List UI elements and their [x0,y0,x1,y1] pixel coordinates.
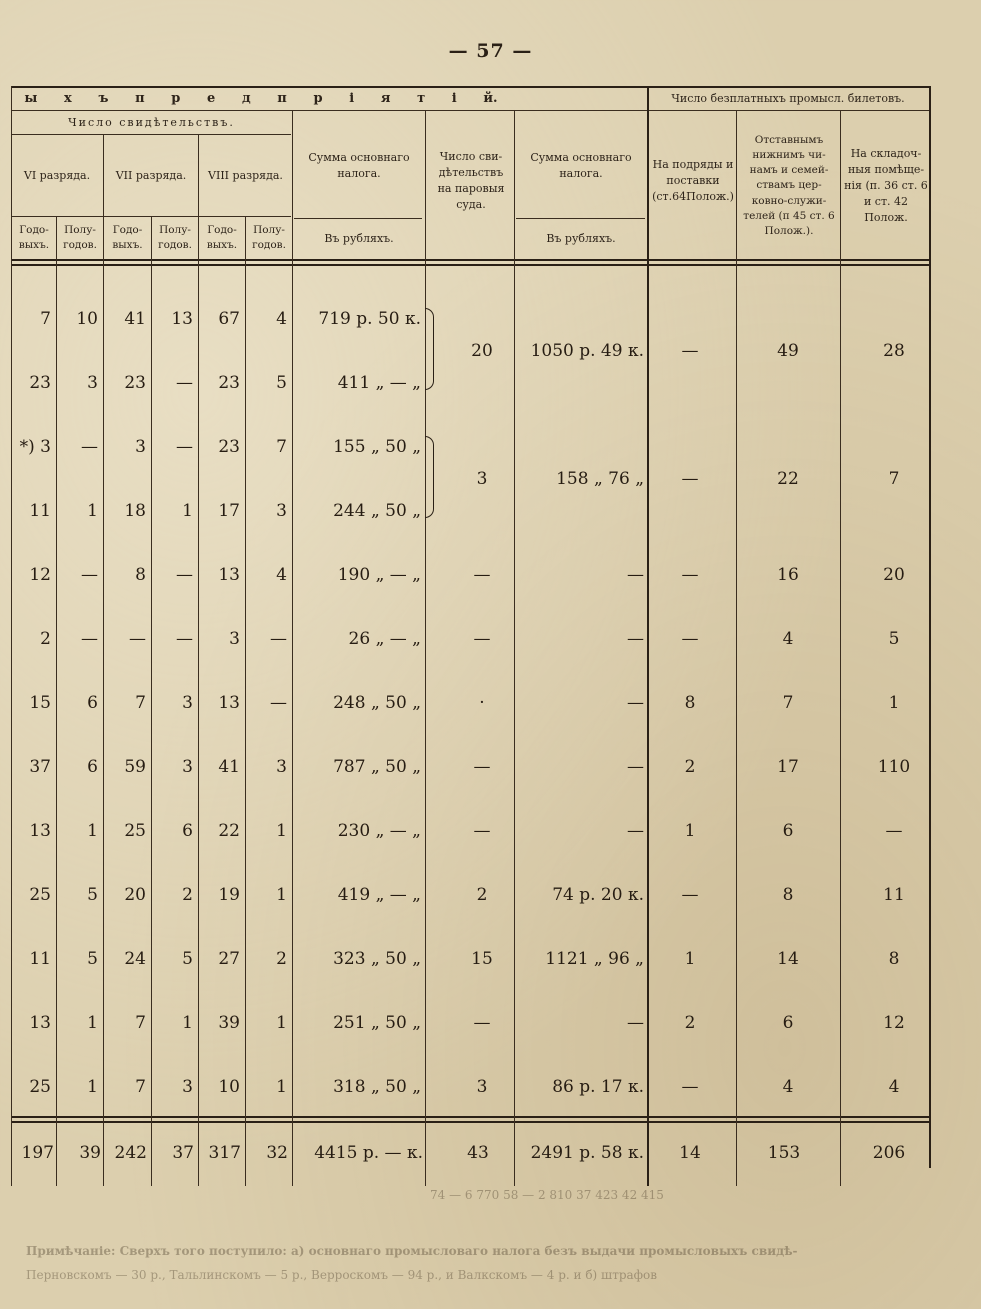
grade6-header: VI разряда. [23,169,91,183]
table-cell: 24 [124,949,146,969]
table-cell: 10 [76,309,98,329]
table-cell: 15 [29,693,51,713]
table-cell-steam: — [473,565,491,585]
in-rubles-header: Въ рубляхъ. [324,232,394,246]
statistics-table [11,86,929,1168]
table-cell-steam: — [473,629,491,649]
table-cell-contracts: — [681,629,699,649]
table-cell-warehouse: 5 [888,629,900,649]
table-cell-tax: 251 „ 50 „ [333,1013,421,1033]
table-cell-steam: 2 [476,885,488,905]
table-cell-contracts: — [681,885,699,905]
table-cell-contracts: 1 [684,821,696,841]
free-tickets-title: Число безплатныхъ промысл. билетовъ. [671,92,905,106]
table-cell: 3 [229,629,240,649]
table-cell: 1 [87,501,98,521]
table-cell-steam: 3 [476,1077,488,1097]
table-cell: 3 [182,757,193,777]
table-cell-warehouse: 11 [883,885,905,905]
table-cell: 41 [124,309,146,329]
table-cell: 1 [87,1013,98,1033]
total-cell: 317 [208,1143,241,1163]
table-cell-tax: — [627,1013,644,1033]
table-cell-warehouse: 12 [883,1013,905,1033]
total-cell: 2491 р. 58 к. [530,1143,644,1163]
v4 [198,134,199,1186]
table-cell-steam: 3 [476,469,488,489]
table-cell: 23 [29,373,51,393]
table-cell: 5 [182,949,193,969]
table-cell: 2 [182,885,193,905]
table-cell-contracts: — [681,565,699,585]
v6 [292,110,293,1186]
total-cell: 4415 р. — к. [314,1143,423,1163]
total-cell: 197 [21,1143,54,1163]
table-cell-warehouse: 4 [888,1077,900,1097]
table-cell: 7 [135,693,146,713]
table-cell: 3 [87,373,98,393]
table-cell-steam: — [473,757,491,777]
table-cell: 1 [276,885,287,905]
table-cell-warehouse: 8 [888,949,900,969]
table-cell-tax: 323 „ 50 „ [333,949,421,969]
table-cell-retired: 7 [782,693,794,713]
table-cell: 1 [87,821,98,841]
table-cell-steam: · [479,693,485,713]
table-cell: 59 [124,757,146,777]
table-cell: — [176,629,193,649]
retired-header: Отставнымъ нижнимъ чи-намъ и семей-ствамъ цер-ковно-служи-телей (п 45 ст. 6 Полож.). [743,133,835,238]
total-cell: 32 [266,1143,288,1163]
table-cell-tax: 158 „ 76 „ [556,469,644,489]
v1 [56,216,57,1186]
table-cell-tax: — [627,693,644,713]
table-cell-retired: 17 [777,757,799,777]
v2 [103,134,104,1186]
total-cell: 37 [172,1143,194,1163]
table-cell: 3 [276,757,287,777]
banner-title: ы х ъ п р е д п р і я т і й. [24,90,498,106]
tax2-rule [516,218,645,219]
table-cell-retired: 8 [782,885,794,905]
table-cell: 3 [135,437,146,457]
table-cell: — [81,437,98,457]
table-cell-retired: 22 [777,469,799,489]
table-cell: 1 [182,1013,193,1033]
table-cell: 1 [182,501,193,521]
table-cell: — [176,437,193,457]
table-cell-retired: 4 [782,1077,794,1097]
footnote-line-2: Перновскомъ — 30 р., Тальлинскомъ — 5 р., Верроскомъ — 94 р., и Валкскомъ — 4 р. и б) штрафов [26,1268,658,1282]
table-cell: 67 [218,309,240,329]
table-cell: 5 [276,373,287,393]
table-cell: — [176,373,193,393]
table-cell-warehouse: — [885,821,903,841]
v3 [151,216,152,1186]
table-cell-warehouse: 20 [883,565,905,585]
table-cell: 4 [276,309,287,329]
table-cell-tax: 318 „ 50 „ [333,1077,421,1097]
table-cell: 5 [87,949,98,969]
table-cell-tax: — [627,629,644,649]
table-cell-steam: — [473,821,491,841]
table-cell: 6 [87,693,98,713]
table-cell: 12 [29,565,51,585]
grade6-annual: Годо-выхъ. [18,223,50,251]
table-cell: — [81,565,98,585]
table-cell: 11 [29,501,51,521]
table-cell-contracts: — [681,1077,699,1097]
table-cell-contracts: 2 [684,1013,696,1033]
table-cell: — [176,565,193,585]
table-cell: 10 [218,1077,240,1097]
table-cell: 23 [218,437,240,457]
header-bottom-rule [11,259,929,266]
table-cell-tax: 26 „ — „ [348,629,421,649]
grade8-semiannual: Полу-годов. [252,223,286,251]
table-cell-contracts: — [681,469,699,489]
table-cell: 6 [87,757,98,777]
table-cell: 25 [124,821,146,841]
footnote-line-1: Примѣчаніе: Сверхъ того поступило: а) основнаго промысловаго налога безъ выдачи промысловыхъ свидѣ- [26,1244,798,1258]
table-cell-contracts: 8 [684,693,696,713]
tax-sum-header: Сумма основнаго налога. [530,151,632,180]
table-cell-tax: 86 р. 17 к. [552,1077,644,1097]
grade7-header: VII разряда. [115,169,187,183]
table-cell: 1 [87,1077,98,1097]
table-cell: 1 [276,821,287,841]
table-cell: 4 [276,565,287,585]
table-cell: — [270,693,287,713]
table-cell: 13 [29,821,51,841]
table-cell: 6 [182,821,193,841]
banner-rule [11,110,929,111]
table-cell-retired: 6 [782,821,794,841]
table-cell-retired: 4 [782,629,794,649]
table-cell: 17 [218,501,240,521]
in-rubles-header-2: Въ рубляхъ. [546,232,616,246]
table-cell: 2 [276,949,287,969]
table-cell-retired: 49 [777,341,799,361]
table-cell-tax: 787 „ 50 „ [333,757,421,777]
table-cell-tax: 411 „ — „ [337,373,421,393]
grade7-semiannual: Полу-годов. [158,223,192,251]
table-cell-tax: 1121 „ 96 „ [545,949,644,969]
grade6-semiannual: Полу-годов. [63,223,97,251]
table-cell-tax: — [627,757,644,777]
table-cell: — [270,629,287,649]
table-cell: 13 [171,309,193,329]
table-cell: 13 [29,1013,51,1033]
table-cell-tax: 419 „ — „ [337,885,421,905]
table-cell: *) 3 [19,437,51,457]
table-cell: 23 [218,373,240,393]
table-cell-warehouse: 1 [888,693,900,713]
table-cell: 20 [124,885,146,905]
table-cell: 39 [218,1013,240,1033]
table-cell-tax: 190 „ — „ [337,565,421,585]
table-cell-tax: 719 р. 50 к. [318,309,421,329]
table-cell-tax: 248 „ 50 „ [333,693,421,713]
table-cell: 1 [276,1013,287,1033]
total-cell: 14 [679,1143,701,1163]
table-cell: 37 [29,757,51,777]
table-cell-contracts: 1 [684,949,696,969]
table-cell: 2 [40,629,51,649]
table-cell-retired: 6 [782,1013,794,1033]
table-cell: 8 [135,565,146,585]
table-cell-contracts: — [681,341,699,361]
table-cell: 18 [124,501,146,521]
v12 [929,86,931,1168]
table-cell-steam: — [473,1013,491,1033]
totals-rule [11,1116,929,1123]
table-cell-tax: 1050 р. 49 к. [530,341,644,361]
table-cell: 7 [40,309,51,329]
table-cell-tax: 74 р. 20 к. [552,885,644,905]
table-cell: 7 [276,437,287,457]
certificates-title: Число свидѣтельствъ. [68,116,235,130]
table-cell: 25 [29,885,51,905]
table-cell-retired: 14 [777,949,799,969]
table-cell-warehouse: 110 [877,757,911,777]
warehouse-header: На складоч-ныя помѣще-нія (п. 36 ст. 6 и ст. 42 Полож. [844,147,928,224]
table-cell-tax: 230 „ — „ [337,821,421,841]
table-cell: 23 [124,373,146,393]
contracts-header: На подряды и поставки (ст.64Полож.) [652,158,734,203]
base-tax-header: Сумма основнаго налога. [308,151,410,180]
table-cell: 13 [218,565,240,585]
table-cell-tax: — [627,565,644,585]
table-cell: 3 [182,1077,193,1097]
grade8-header: VIII разряда. [208,169,283,183]
total-cell: 153 [767,1143,801,1163]
table-cell-warehouse: 7 [888,469,900,489]
table-cell: 7 [135,1077,146,1097]
table-cell-retired: 16 [777,565,799,585]
total-cell: 242 [114,1143,147,1163]
table-cell: — [129,629,146,649]
v5 [245,216,246,1186]
table-cell: 27 [218,949,240,969]
table-cell: — [81,629,98,649]
table-cell-tax: — [627,821,644,841]
table-cell: 7 [135,1013,146,1033]
steam-certificates-header: Число сви-дѣтельствъ на паровыя суда. [437,150,505,211]
table-cell: 19 [218,885,240,905]
table-cell-steam: 15 [471,949,493,969]
total-cell: 43 [467,1143,489,1163]
grade8-annual: Годо-выхъ. [206,223,238,251]
table-cell-tax: 244 „ 50 „ [333,501,421,521]
grade7-annual: Годо-выхъ. [112,223,143,251]
table-cell: 22 [218,821,240,841]
table-cell-contracts: 2 [684,757,696,777]
page-number: — 57 — [448,40,533,62]
total-cell: 206 [872,1143,906,1163]
table-cell-steam: 20 [471,341,493,361]
total-cell: 39 [79,1143,101,1163]
table-cell: 41 [218,757,240,777]
table-cell: 1 [276,1077,287,1097]
table-cell: 25 [29,1077,51,1097]
table-cell: 3 [182,693,193,713]
table-cell: 3 [276,501,287,521]
tax-rule [294,218,422,219]
ghost-line: 74 — 6 770 58 — 2 810 37 423 42 415 [430,1188,664,1202]
table-cell: 5 [87,885,98,905]
table-cell: 13 [218,693,240,713]
table-cell-warehouse: 28 [883,341,905,361]
table-cell: 11 [29,949,51,969]
certificates-rule [11,134,291,135]
table-cell-tax: 155 „ 50 „ [333,437,421,457]
v11 [840,110,841,1186]
v7 [425,110,426,1186]
